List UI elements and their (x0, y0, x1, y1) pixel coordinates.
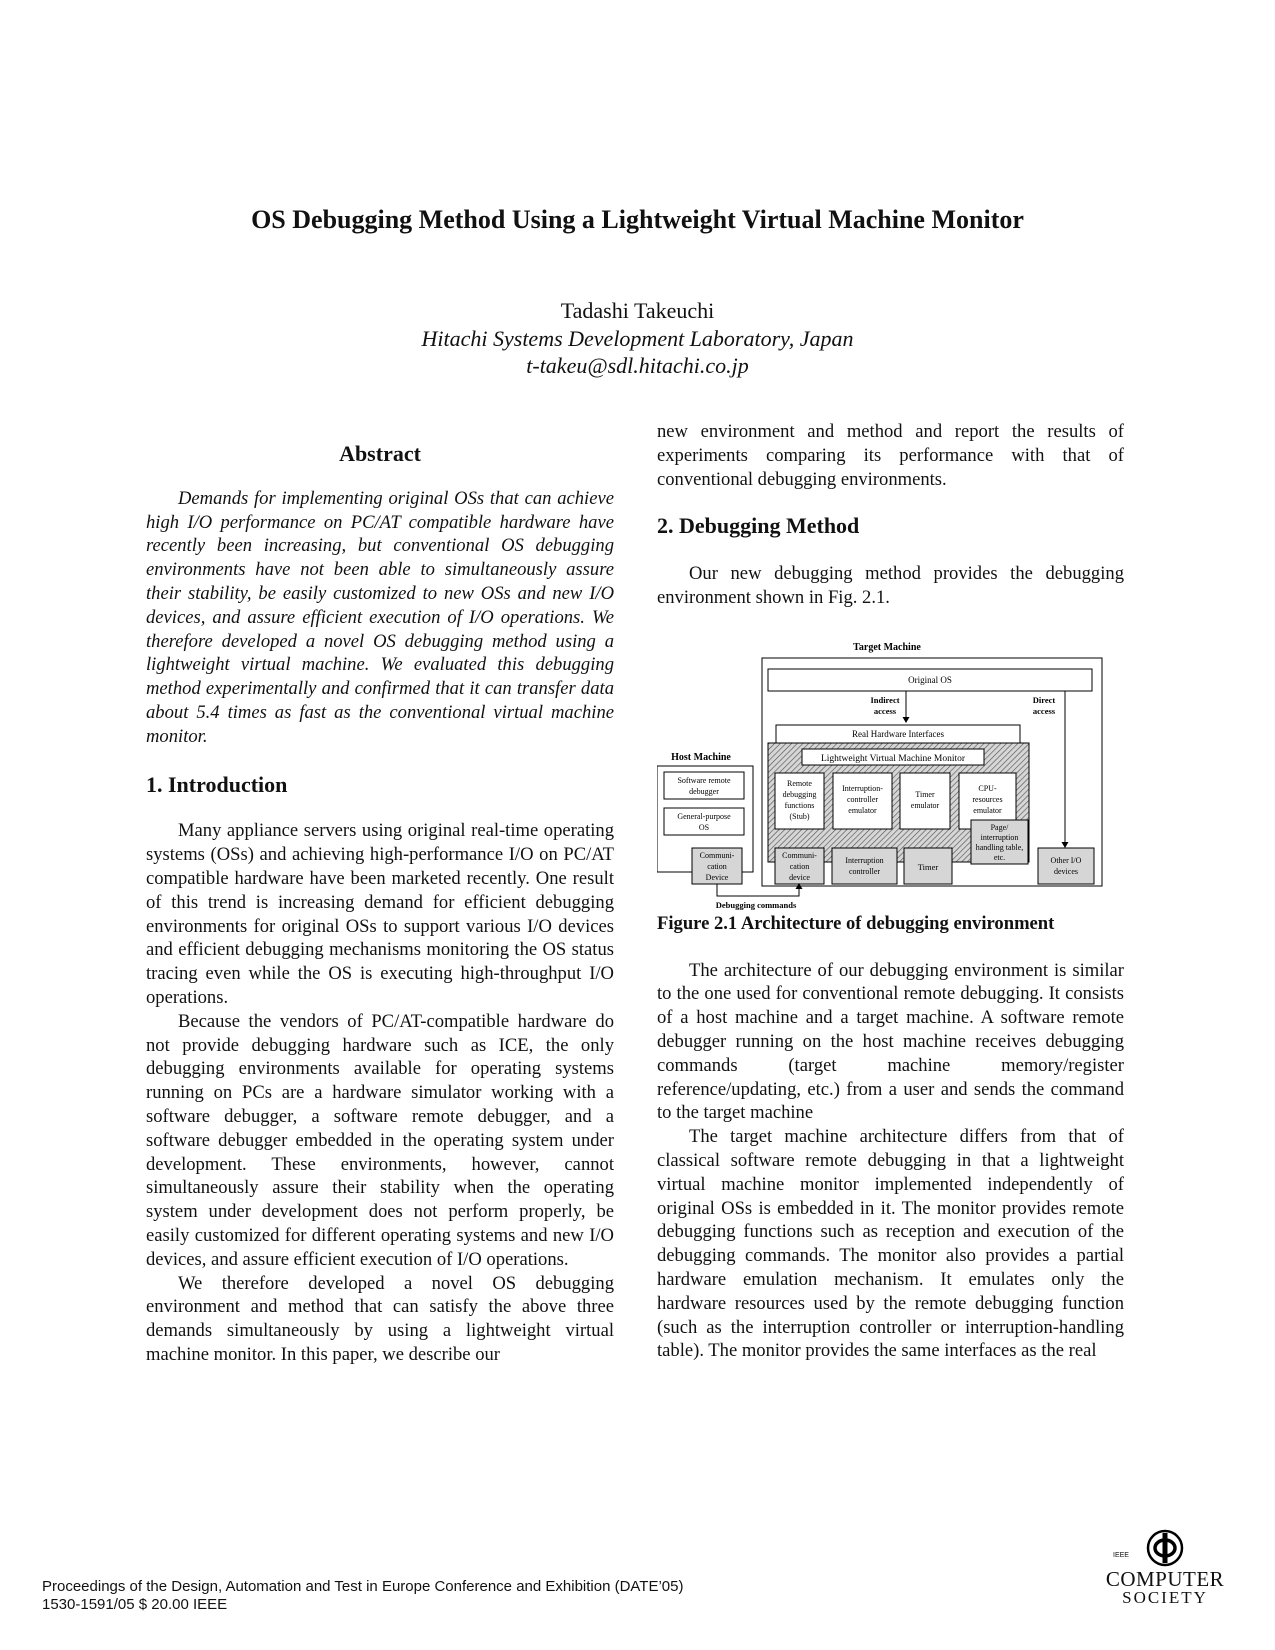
host-comm-l1: Communi- (699, 850, 735, 860)
figure-2-1 (657, 640, 1124, 930)
intro-paragraph-3: We therefore developed a novel OS debugging environment and method that can satisfy the above three demands simultaneously by using a lightweight virtual machine monitor. In this paper, we describe our (146, 1272, 614, 1365)
logo-society: SOCIETY (1122, 1588, 1208, 1607)
intro-heading: 1. Introduction (146, 771, 288, 797)
right-column (657, 421, 1124, 1363)
intro-paragraph-2: Because the vendors of PC/AT-compatible hardware do not provide debugging hardware such as ICE, the only debugging environments available for operating systems running on PCs are a hardware simulator working with a software debugger, a software remote debugger, and a software debugger embedded in the operating system under development. These environments, however, cannot simultaneously assure their stability when the operating system under development does not perform properly, be easily customized for different operating systems and new I/O devices, and assure efficient execution of I/O operations. (146, 1010, 614, 1270)
direct-access-line1: Direct (1032, 694, 1056, 705)
general-purpose-os-l1: General-purpose (677, 811, 731, 821)
int-ctrl-emulator-l1: Interruption- (842, 783, 883, 793)
remote-debug-l1: Remote (787, 778, 812, 788)
int-ctrl-emulator-l2: controller (846, 794, 879, 804)
timer-label: Timer (917, 861, 939, 872)
other-io-l2: devices (1054, 866, 1078, 876)
author-email[interactable]: t-takeu@sdl.hitachi.co.jp (526, 353, 749, 378)
target-comm-l2: cation (789, 861, 810, 871)
real-hw-interfaces-label: Real Hardware Interfaces (852, 728, 944, 739)
section-2-heading: 2. Debugging Method (657, 513, 860, 539)
phi-logo-icon (1145, 1528, 1185, 1568)
sw-remote-debugger-l2: debugger (689, 786, 719, 796)
architecture-diagram (657, 640, 1124, 930)
page-table-l3: handling table, (975, 842, 1024, 852)
cpu-emulator-l3: emulator (973, 805, 1002, 815)
target-machine-label: Target Machine (853, 641, 921, 653)
timer-emulator-l2: emulator (910, 800, 940, 810)
abstract-text: Demands for implementing original OSs that can achieve high I/O performance on PC/AT compatible hardware have recently been increasing, but conventional OS debugging environments have not been able to simultaneously assure their stability, be easily customized to new OSs and new I/O devices, and assure efficient execution of I/O operations. We therefore developed a novel OS debugging method using a lightweight virtual machine. We evaluated this debugging method experimentally and confirmed that it can transfer data about 5.4 times as fast as the conventional virtual machine monitor. (146, 487, 614, 747)
ieee-cs-logo (1095, 1528, 1235, 1608)
abstract-heading: Abstract (339, 441, 421, 466)
target-comm-l1: Communi- (782, 850, 817, 860)
int-ctrl-l1: Interruption (845, 855, 884, 865)
section-2-paragraph-2: The architecture of our debugging environment is similar to the one used for conventional remote debugging. It consists of a host machine and a target machine. A software remote debugger running on the host machine receives debugging commands (target machine memory/register reference/updating, etc.) from a user and sends the command to the target machine (657, 959, 1124, 1124)
indirect-access-line1: Indirect (870, 694, 900, 705)
host-machine-label: Host Machine (671, 751, 731, 763)
cpu-emulator-l2: resources (972, 794, 1003, 804)
other-io-box (1038, 848, 1094, 884)
logo-computer: COMPUTER (1105, 1567, 1225, 1591)
ieee-label: IEEE (1113, 1552, 1129, 1559)
figure-caption: Figure 2.1 Architecture of debugging environment (657, 912, 1055, 934)
continued-paragraph: new environment and method and report the results of experiments comparing its performance with that of conventional debugging environments. (657, 421, 1124, 490)
indirect-access-line2: access (873, 705, 897, 716)
section-2-paragraph-3: The target machine architecture differs from that of classical software remote debugging in that a lightweight virtual machine monitor implemented independently of original OSs is embedded in it. The monitor provides remote debugging functions such as reception and execution of the debugging commands. The monitor also provides a partial hardware emulation mechanism. It emulates only the hardware resources used by the remote debugging function (such as the interruption controller or interruption-handling table). The monitor provides the same interfaces as the real (657, 1126, 1124, 1362)
footer-issn: 1530-1591/05 $ 20.00 IEEE (42, 1596, 228, 1613)
remote-debug-l3: functions (784, 800, 815, 810)
paper-title: OS Debugging Method Using a Lightweight Virtual Machine Monitor (251, 205, 1024, 234)
int-ctrl-l2: controller (848, 866, 881, 876)
int-ctrl-emulator-l3: emulator (848, 805, 877, 815)
page-table-l1: Page/ (990, 822, 1009, 832)
sw-remote-debugger-l1: Software remote (677, 775, 731, 785)
debugging-commands-label: Debugging commands (715, 899, 797, 910)
page-table-l2: interruption (980, 832, 1019, 842)
other-io-l1: Other I/O (1050, 855, 1082, 865)
section-2-paragraph-1: Our new debugging method provides the debugging environment shown in Fig. 2.1. (657, 563, 1124, 608)
page-table-l4: etc. (993, 852, 1006, 862)
remote-debug-l4: (Stub) (789, 811, 810, 821)
author-affiliation: Hitachi Systems Development Laboratory, Japan (421, 326, 854, 351)
direct-access-line2: access (1032, 705, 1056, 716)
intro-paragraph-1: Many appliance servers using original real-time operating systems (OSs) and achieving high-performance I/O on PC/AT compatible hardware have been marketed recently. One result of this trend is increasing demand for efficient debugging environments for original OSs to support various I/O devices and efficient debugging mechanisms monitoring the OS status tracing even while the OS is executing high-throughput I/O operations. (146, 820, 614, 1008)
general-purpose-os-l2: OS (698, 822, 710, 832)
footer (42, 1578, 684, 1614)
interruption-controller-box (832, 848, 897, 884)
target-comm-l3: device (789, 872, 810, 882)
footer-proceedings: Proceedings of the Design, Automation and Test in Europe Conference and Exhibition (DATE’05) (42, 1578, 684, 1595)
cpu-emulator-l1: CPU- (978, 783, 997, 793)
lvmm-label: Lightweight Virtual Machine Monitor (820, 753, 966, 764)
original-os-label: Original OS (908, 674, 952, 685)
left-column (146, 440, 614, 1367)
remote-debug-l2: debugging (782, 789, 817, 799)
host-comm-l2: cation (707, 861, 727, 871)
timer-emulator-l1: Timer (915, 789, 935, 799)
author-name: Tadashi Takeuchi (560, 298, 715, 323)
host-comm-l3: Device (705, 872, 729, 882)
